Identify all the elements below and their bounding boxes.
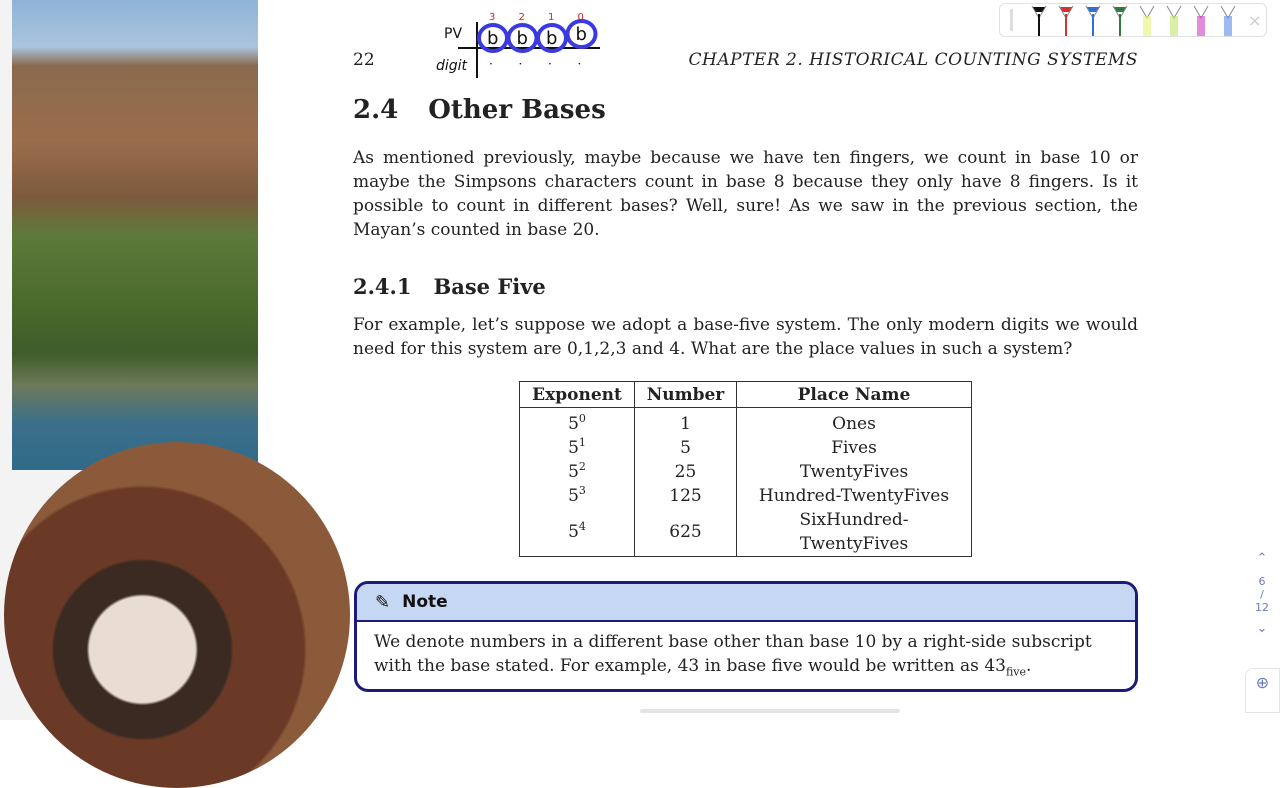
ink-dot: · xyxy=(518,57,523,71)
pen-tool-3[interactable] xyxy=(1084,4,1102,36)
subsection-number: 2.4.1 xyxy=(353,274,412,299)
pen-tool-4[interactable] xyxy=(1111,4,1129,36)
section-number: 2.4 xyxy=(353,95,399,125)
base: 5 xyxy=(568,462,579,482)
current-page: 6 xyxy=(1258,575,1266,588)
place-name-cell: Ones xyxy=(737,408,972,437)
section-heading xyxy=(353,95,636,125)
subsection-heading xyxy=(353,274,568,299)
horizontal-scrollbar[interactable] xyxy=(640,709,900,713)
total-pages: 12 xyxy=(1255,601,1269,614)
zoom-button[interactable] xyxy=(1245,668,1280,713)
table-row xyxy=(520,460,972,484)
exponent: 3 xyxy=(578,484,586,497)
annotation-digit-label: digit xyxy=(436,58,468,74)
base: 5 xyxy=(568,414,579,434)
paragraph-intro: As mentioned previously, maybe because we have ten fingers, we count in base 10 or maybe the Simpsons characters count in base 8 because they only have 8 fingers. Is it possible to count in different bases? Well, sure! As we saw in the previous section, the Mayan’s counted in base 20. xyxy=(353,148,1138,240)
ink-letter: b xyxy=(575,24,587,45)
exponent-cell xyxy=(520,460,635,484)
number-cell: 1 xyxy=(635,408,737,437)
note-header xyxy=(357,584,1135,622)
ink-letter: b xyxy=(516,28,528,49)
subsection-title: Base Five xyxy=(433,274,546,299)
pen-tool-1[interactable] xyxy=(1030,4,1048,36)
exponent: 0 xyxy=(578,412,586,425)
close-icon[interactable]: × xyxy=(1248,10,1262,30)
annotation-pen-toolbar xyxy=(999,3,1267,37)
exponent: 2 xyxy=(578,460,586,473)
pencil-icon: ✎ xyxy=(375,591,391,613)
exponent-cell xyxy=(520,508,635,557)
page-navigator xyxy=(1250,552,1274,635)
ink-exponent: 3 xyxy=(489,12,496,23)
note-subscript: five xyxy=(1005,665,1027,679)
number-cell: 625 xyxy=(635,508,737,557)
page-number: 22 xyxy=(353,50,375,70)
zoom-in-icon: ⊕ xyxy=(1255,673,1270,692)
number-cell: 25 xyxy=(635,460,737,484)
ink-dot: · xyxy=(489,57,493,71)
place-name-cell: SixHundred-TwentyFives xyxy=(737,508,972,557)
ink-dot: · xyxy=(577,57,582,71)
exponent: 1 xyxy=(578,436,586,449)
toolbar-drag-handle[interactable] xyxy=(1010,9,1013,31)
annotation-pv-label: PV xyxy=(444,26,463,42)
table-row xyxy=(520,484,972,508)
base: 5 xyxy=(568,438,579,458)
ink-exponent: 1 xyxy=(548,12,555,23)
column-header: Exponent xyxy=(520,382,635,408)
exponent-cell xyxy=(520,436,635,460)
running-head: CHAPTER 2. HISTORICAL COUNTING SYSTEMS xyxy=(688,50,1138,70)
webcam-overlay xyxy=(4,442,350,788)
note-title: Note xyxy=(402,592,448,612)
place-name-cell: Fives xyxy=(737,436,972,460)
column-header: Number xyxy=(635,382,737,408)
table-row xyxy=(520,408,972,437)
page-up-icon[interactable]: ⌃ xyxy=(1256,551,1268,566)
page-separator: / xyxy=(1260,588,1264,601)
place-name-cell: TwentyFives xyxy=(737,460,972,484)
exponent-cell xyxy=(520,484,635,508)
base: 5 xyxy=(568,522,579,542)
note-text: We denote numbers in a different base other than base 10 by a right-side subscript with the base stated. For example, 43 in base five would be written as 43 xyxy=(374,632,1092,676)
table-row xyxy=(520,508,972,557)
ink-exponent: 2 xyxy=(518,12,525,23)
note-box xyxy=(354,581,1138,692)
place-name-cell: Hundred-TwentyFives xyxy=(737,484,972,508)
exponent: 4 xyxy=(578,520,586,533)
ink-letter: b xyxy=(546,28,558,49)
pen-tool-7[interactable] xyxy=(1192,4,1210,36)
table-row xyxy=(520,436,972,460)
desktop-wallpaper-landscape xyxy=(12,0,258,470)
section-title: Other Bases xyxy=(428,95,606,125)
pen-tool-6[interactable] xyxy=(1165,4,1183,36)
place-value-table xyxy=(519,381,972,557)
number-cell: 125 xyxy=(635,484,737,508)
ink-dot: · xyxy=(548,57,552,71)
pen-tool-5[interactable] xyxy=(1138,4,1156,36)
page-down-icon[interactable]: ⌄ xyxy=(1256,621,1268,636)
ink-letter: b xyxy=(487,28,499,49)
pen-tool-2[interactable] xyxy=(1057,4,1075,36)
ink-exponent: 0 xyxy=(577,12,584,23)
paragraph-base-five: For example, let’s suppose we adopt a base-five system. The only modern digits we would need for this system are 0,1,2,3 and 4. What are the place values in such a system? xyxy=(353,315,1138,359)
base: 5 xyxy=(568,486,579,506)
handwritten-annotation xyxy=(430,8,610,80)
note-text-end: . xyxy=(1026,656,1032,676)
exponent-cell xyxy=(520,408,635,437)
note-body xyxy=(357,622,1135,692)
pen-tool-8[interactable] xyxy=(1219,4,1237,36)
column-header: Place Name xyxy=(737,382,972,408)
number-cell: 5 xyxy=(635,436,737,460)
